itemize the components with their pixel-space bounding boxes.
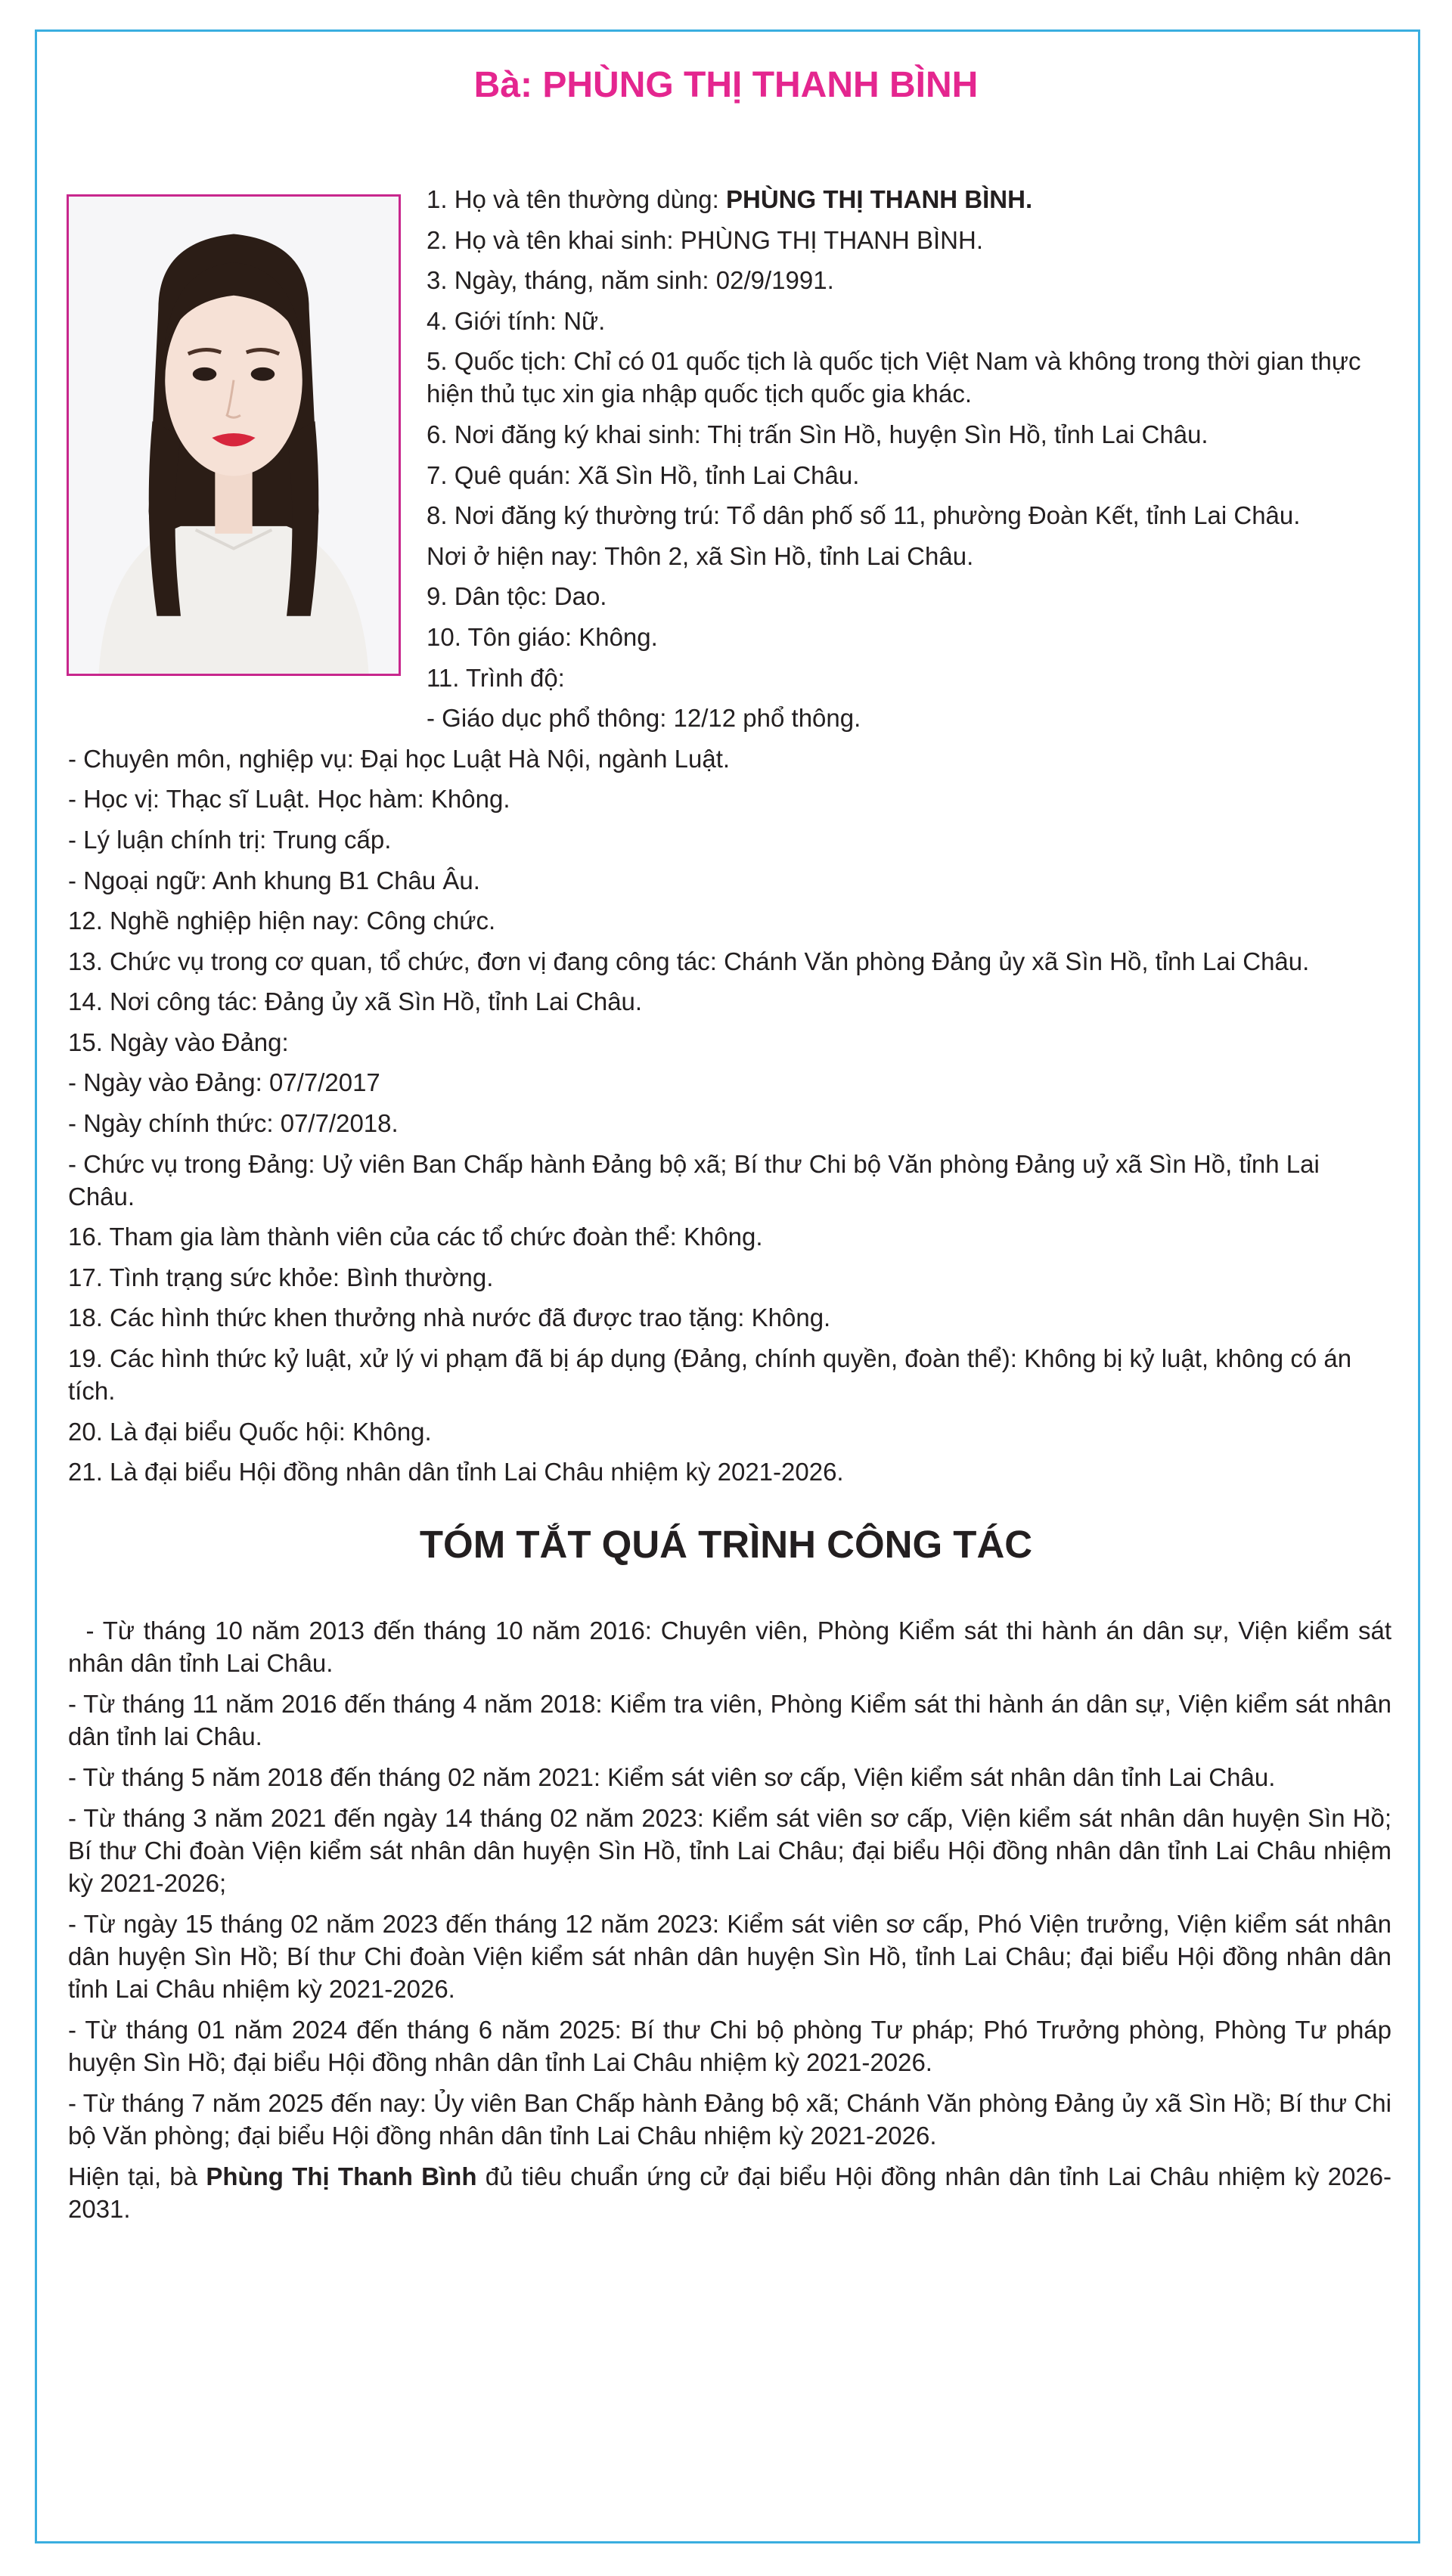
- work-item: - Từ tháng 01 năm 2024 đến tháng 6 năm 2025: Bí thư Chi bộ phòng Tư pháp; Phó Trưởng phòng, Phòng Tư pháp huyện Sìn Hồ; đại biểu Hội đồng nhân dân tỉnh Lai Châu nhiệm kỳ 2021-2026.: [68, 2016, 1392, 2076]
- info-item: 10. Tôn giáo: Không.: [427, 622, 658, 651]
- info-item: - Ngày chính thức: 07/7/2018.: [68, 1109, 399, 1138]
- info-item: - Ngoại ngữ: Anh khung B1 Châu Âu.: [68, 866, 480, 894]
- personal-info-list: [68, 183, 1392, 1496]
- info-item: 20. Là đại biểu Quốc hội: Không.: [68, 1417, 432, 1446]
- info-item: 8. Nơi đăng ký thường trú: Tổ dân phố số 11, phường Đoàn Kết, tỉnh Lai Châu.: [427, 501, 1301, 530]
- info-item: 6. Nơi đăng ký khai sinh: Thị trấn Sìn Hồ, huyện Sìn Hồ, tỉnh Lai Châu.: [427, 420, 1208, 448]
- work-item: - Từ tháng 10 năm 2013 đến tháng 10 năm 2016: Chuyên viên, Phòng Kiểm sát thi hành án dân sự, Viện kiểm sát nhân dân tỉnh Lai Châu.: [68, 1617, 1399, 1677]
- info-item: - Lý luận chính trị: Trung cấp.: [68, 825, 392, 854]
- info-item: - Giáo dục phổ thông: 12/12 phổ thông.: [427, 704, 861, 733]
- info-item: 1. Họ và tên thường dùng: PHÙNG THỊ THANH BÌNH.: [427, 185, 1033, 213]
- info-item: 14. Nơi công tác: Đảng ủy xã Sìn Hồ, tỉnh Lai Châu.: [68, 987, 643, 1016]
- section-title: TÓM TẮT QUÁ TRÌNH CÔNG TÁC: [419, 1523, 1033, 1566]
- info-item: 2. Họ và tên khai sinh: PHÙNG THỊ THANH BÌNH.: [427, 225, 984, 254]
- work-item: - Từ tháng 5 năm 2018 đến tháng 02 năm 2021: Kiểm sát viên sơ cấp, Viện kiểm sát nhân dân tỉnh Lai Châu.: [68, 1763, 1276, 1791]
- info-item: - Học vị: Thạc sĩ Luật. Học hàm: Không.: [68, 785, 510, 814]
- info-item: 3. Ngày, tháng, năm sinh: 02/9/1991.: [427, 266, 834, 295]
- work-item: - Từ tháng 7 năm 2025 đến nay: Ủy viên Ban Chấp hành Đảng bộ xã; Chánh Văn phòng Đảng ủy xã Sìn Hồ; Bí thư Chi bộ Văn phòng; đại biểu Hội đồng nhân dân tỉnh Lai Châu nhiệm kỳ 2021-2026.: [68, 2089, 1392, 2150]
- work-item: - Từ tháng 11 năm 2016 đến tháng 4 năm 2018: Kiểm tra viên, Phòng Kiểm sát thi hành án dân sự, Viện kiểm sát nhân dân tỉnh lai Châu.: [68, 1690, 1392, 1750]
- info-item: - Ngày vào Đảng: 07/7/2017: [68, 1068, 380, 1097]
- info-item: 21. Là đại biểu Hội đồng nhân dân tỉnh Lai Châu nhiệm kỳ 2021-2026.: [68, 1458, 844, 1486]
- info-item: 19. Các hình thức kỷ luật, xử lý vi phạm đã bị áp dụng (Đảng, chính quyền, đoàn thể): Không bị kỷ luật, không có án tích.: [68, 1344, 1352, 1406]
- work-history-list: [68, 1614, 1399, 2233]
- info-item: - Chuyên môn, nghiệp vụ: Đại học Luật Hà Nội, ngành Luật.: [68, 744, 731, 773]
- info-item: 12. Nghề nghiệp hiện nay: Công chức.: [68, 907, 496, 935]
- info-item: - Chức vụ trong Đảng: Uỷ viên Ban Chấp hành Đảng bộ xã; Bí thư Chi bộ Văn phòng Đảng uỷ xã Sìn Hồ, tỉnh Lai Châu.: [68, 1149, 1320, 1211]
- info-item: 18. Các hình thức khen thưởng nhà nước đã được trao tặng: Không.: [68, 1303, 831, 1332]
- info-item: 4. Giới tính: Nữ.: [427, 306, 606, 335]
- info-item: 13. Chức vụ trong cơ quan, tổ chức, đơn vị đang công tác: Chánh Văn phòng Đảng ủy xã Sìn Hồ, tỉnh Lai Châu.: [68, 947, 1310, 975]
- work-item: - Từ tháng 3 năm 2021 đến ngày 14 tháng 02 năm 2023: Kiểm sát viên sơ cấp, Viện kiểm sát nhân dân huyện Sìn Hồ; Bí thư Chi đoàn Viện kiểm sát nhân dân huyện Sìn Hồ, tỉnh Lai Châu; đại biểu Hội đồng nhân dân tỉnh Lai Châu nhiệm kỳ 2021-2026;: [68, 1804, 1392, 1897]
- info-item: 9. Dân tộc: Dao.: [427, 582, 607, 611]
- info-item: 5. Quốc tịch: Chỉ có 01 quốc tịch là quốc tịch Việt Nam và không trong thời gian thực hiện thủ tục xin gia nhập quốc tịch quốc gia khác.: [427, 347, 1361, 408]
- work-item: - Từ ngày 15 tháng 02 năm 2023 đến tháng 12 năm 2023: Kiểm sát viên sơ cấp, Phó Viện trưởng, Viện kiểm sát nhân dân huyện Sìn Hồ; Bí thư Chi đoàn Viện kiểm sát nhân dân huyện Sìn Hồ, tỉnh Lai Châu; đại biểu Hội đồng nhân dân tỉnh Lai Châu nhiệm kỳ 2021-2026.: [68, 1910, 1392, 2003]
- conclusion-text: Hiện tại, bà Phùng Thị Thanh Bình đủ tiêu chuẩn ứng cử đại biểu Hội đồng nhân dân tỉnh Lai Châu nhiệm kỳ 2026-2031.: [68, 2162, 1392, 2223]
- info-item: 17. Tình trạng sức khỏe: Bình thường.: [68, 1263, 494, 1291]
- info-item: Nơi ở hiện nay: Thôn 2, xã Sìn Hồ, tỉnh Lai Châu.: [427, 541, 974, 570]
- info-item: 15. Ngày vào Đảng:: [68, 1028, 289, 1056]
- info-item: 7. Quê quán: Xã Sìn Hồ, tỉnh Lai Châu.: [427, 460, 860, 489]
- page-title: Bà: PHÙNG THỊ THANH BÌNH: [473, 65, 979, 105]
- info-item: 16. Tham gia làm thành viên của các tổ chức đoàn thể: Không.: [68, 1223, 763, 1251]
- info-item: 11. Trình độ:: [427, 663, 565, 692]
